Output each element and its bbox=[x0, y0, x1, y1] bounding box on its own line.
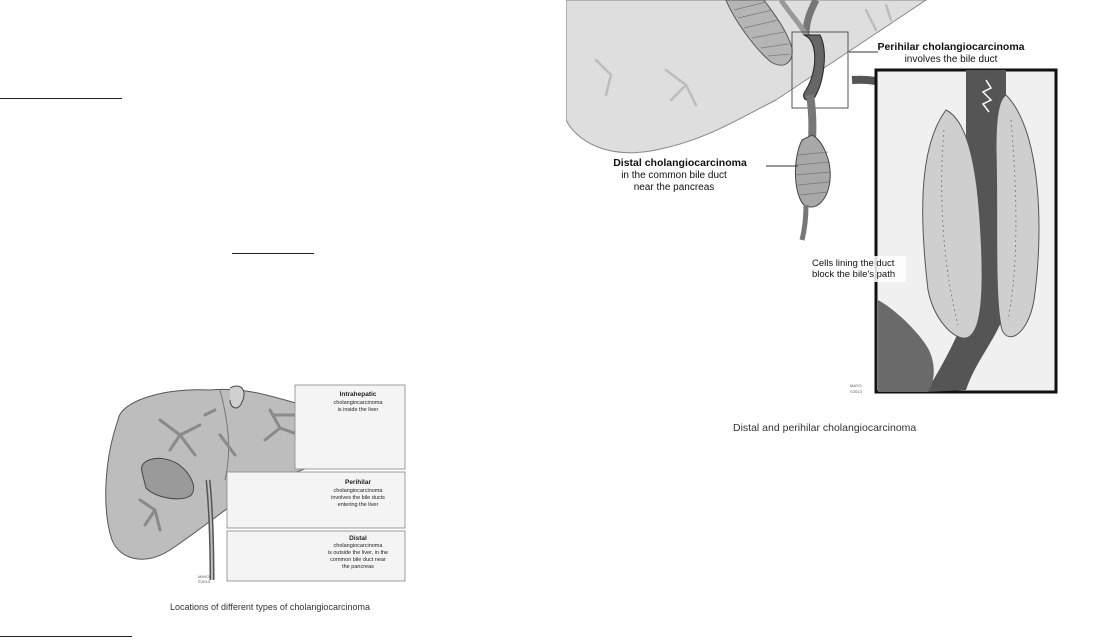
bile-duct-illustration bbox=[566, 0, 1066, 405]
blank-line-2 bbox=[232, 253, 314, 254]
blank-line-1 bbox=[0, 98, 122, 99]
perihilar-subtitle: involves the bile duct bbox=[904, 54, 998, 65]
distal-subtitle-2: near the pancreas bbox=[633, 182, 715, 193]
panel-intrahepatic bbox=[295, 385, 405, 469]
liver-illustration bbox=[100, 380, 410, 585]
blank-line-3 bbox=[0, 636, 132, 637]
distal-subtitle-1: in the common bile duct bbox=[621, 170, 727, 181]
panel-perihilar bbox=[227, 472, 405, 528]
svg-text:Intrahepatic: Intrahepatic bbox=[339, 391, 377, 398]
svg-text:cholangiocarcinoma: cholangiocarcinoma bbox=[333, 543, 383, 549]
right-copyright-2: ©2013 bbox=[850, 389, 862, 394]
left-copyright-1: MAYO bbox=[198, 574, 210, 579]
zoom-panel bbox=[876, 70, 1056, 392]
svg-text:common bile duct near: common bile duct near bbox=[330, 557, 386, 563]
panel-distal bbox=[227, 531, 405, 581]
left-copyright-2: ©2013 bbox=[198, 579, 210, 584]
svg-text:Distal: Distal bbox=[349, 535, 367, 542]
distal-tumor bbox=[795, 135, 830, 207]
liver-locations-figure bbox=[100, 380, 410, 585]
perihilar-title: Perihilar cholangiocarcinoma bbox=[877, 41, 1025, 53]
bile-duct-figure bbox=[566, 0, 1066, 405]
svg-text:is outside the liver, in the: is outside the liver, in the bbox=[327, 550, 389, 556]
svg-text:entering the liver: entering the liver bbox=[337, 502, 379, 508]
svg-text:the pancreas: the pancreas bbox=[342, 564, 374, 570]
left-figure-caption: Locations of different types of cholangiocarcinoma bbox=[170, 602, 370, 612]
distal-title: Distal cholangiocarcinoma bbox=[613, 157, 747, 169]
cells-lining-line-2: block the bile's path bbox=[812, 269, 896, 280]
right-copyright-1: MAYO bbox=[850, 383, 862, 388]
svg-text:cholangiocarcinoma: cholangiocarcinoma bbox=[333, 488, 383, 494]
svg-text:Perihilar: Perihilar bbox=[344, 479, 372, 486]
cells-lining-line-1: Cells lining the duct bbox=[812, 258, 895, 269]
svg-text:cholangiocarcinoma: cholangiocarcinoma bbox=[333, 400, 383, 406]
svg-text:involves the bile ducts: involves the bile ducts bbox=[331, 495, 385, 501]
right-figure-caption: Distal and perihilar cholangiocarcinoma bbox=[733, 422, 917, 434]
svg-text:is inside the liver: is inside the liver bbox=[337, 407, 379, 413]
